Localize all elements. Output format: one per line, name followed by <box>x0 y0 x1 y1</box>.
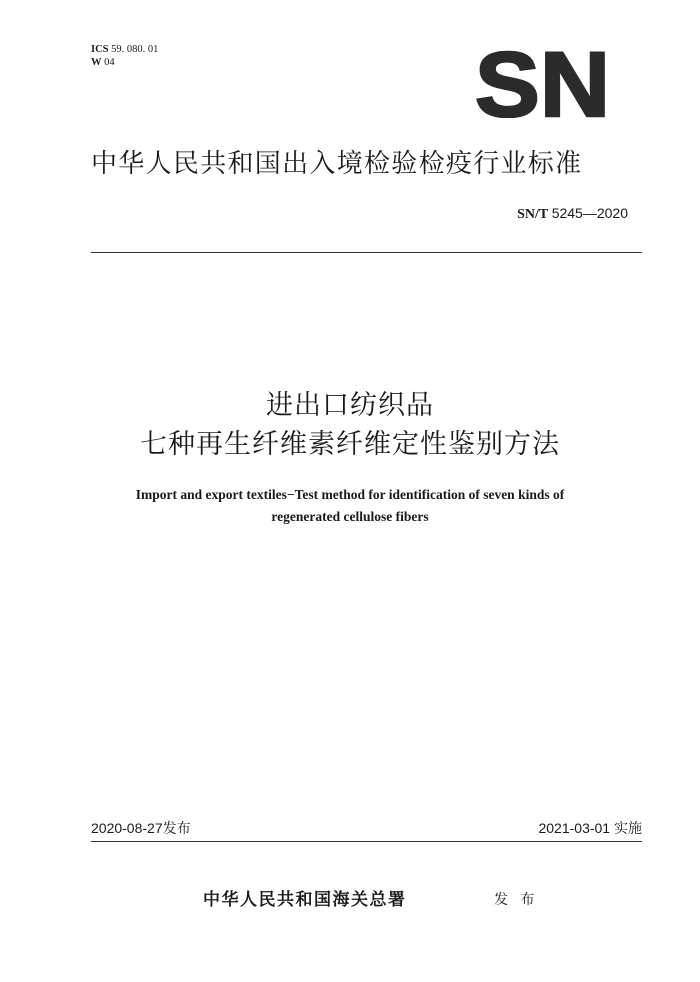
w-label: W <box>91 57 102 68</box>
issue-label: 发布 <box>162 821 191 837</box>
document-title-en-line2: regenerated cellulose fibers <box>271 509 429 524</box>
implementation-label: 实施 <box>614 821 642 837</box>
sn-logo-text: SN <box>475 50 610 118</box>
standard-number: 5245—2020 <box>551 205 628 221</box>
bottom-divider <box>91 841 642 842</box>
document-title-cn-line1: 进出口纺织品 <box>266 390 434 421</box>
w-line <box>91 56 158 69</box>
document-title-cn-line2: 七种再生纤维素纤维定性鉴别方法 <box>140 429 560 460</box>
ics-line <box>91 43 158 56</box>
ics-code: 59. 080. 01 <box>111 44 159 55</box>
sn-logo <box>474 50 611 118</box>
ics-label: ICS <box>91 44 109 55</box>
implementation-date-block <box>538 818 642 838</box>
standard-prefix: SN/T <box>517 207 549 222</box>
standard-code <box>517 205 628 223</box>
issuing-action: 发 布 <box>494 892 539 908</box>
w-code: 04 <box>104 57 115 68</box>
implementation-date: 2021-03-01 <box>538 820 611 836</box>
issuing-authority: 中华人民共和国海关总署 <box>203 890 407 910</box>
document-title-en-line1: Import and export textiles−Test method for identification of seven kinds of <box>135 487 565 502</box>
industry-standard-title: 中华人民共和国出入境检验检疫行业标准 <box>91 149 583 179</box>
ics-classification <box>91 43 158 69</box>
issue-date: 2020-08-27 <box>91 820 163 836</box>
top-divider <box>91 252 642 253</box>
issue-date-block <box>91 818 191 838</box>
